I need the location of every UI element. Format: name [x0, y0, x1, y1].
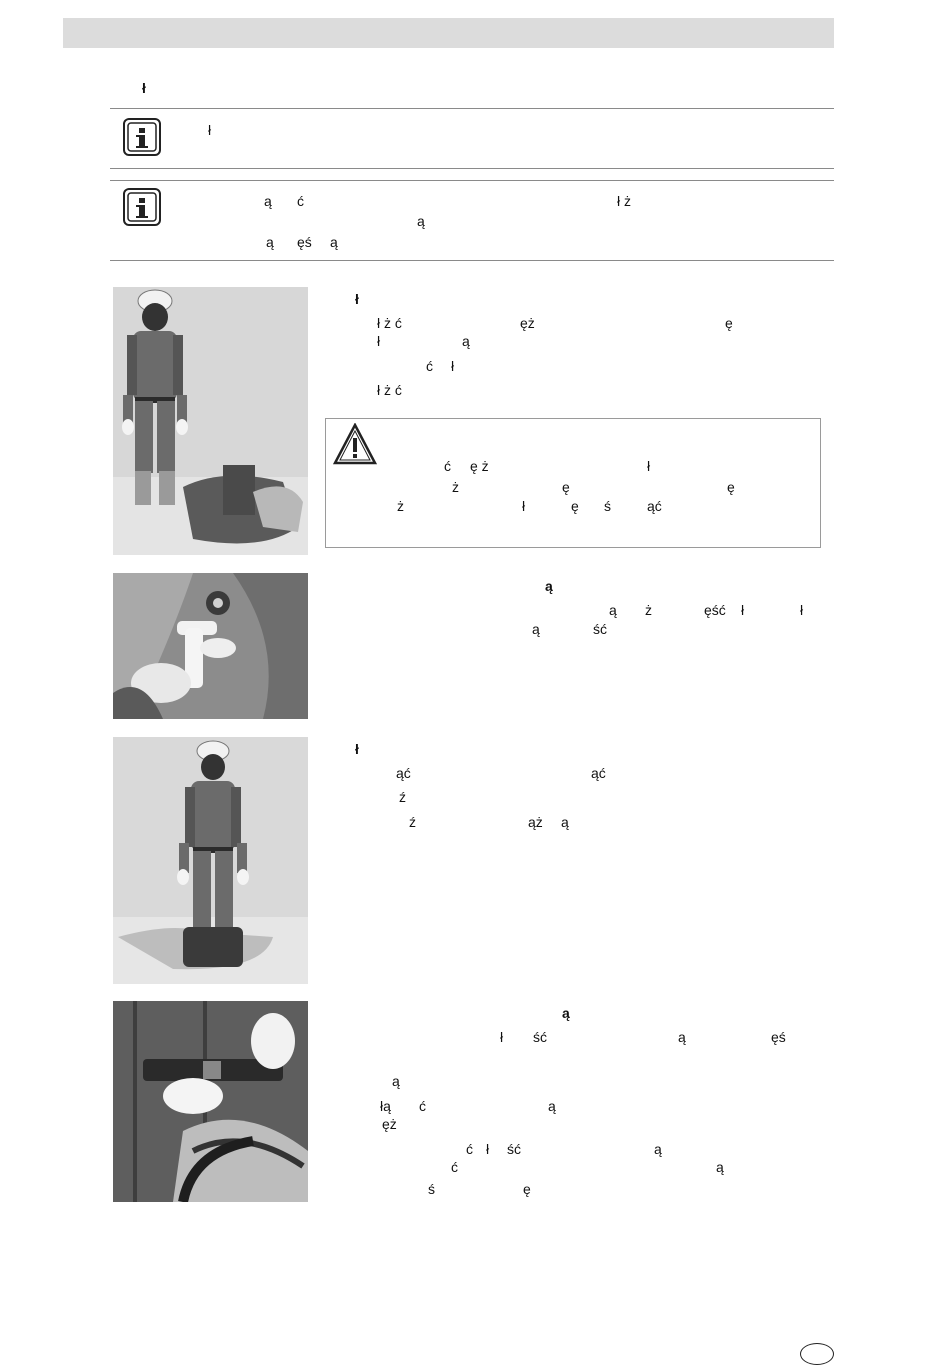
step-1-text: ł [377, 333, 381, 349]
step-3-text: ź [409, 814, 416, 830]
step-4-heading: ą [562, 1005, 570, 1021]
info-icon [123, 118, 161, 156]
photo-person-with-equipment [113, 287, 308, 555]
note-2-text: ą [330, 234, 338, 250]
photo-hands-zipper [113, 573, 308, 719]
language-oval [800, 1343, 834, 1365]
step-3-text: ąż [528, 814, 543, 830]
step-4-text: ą [654, 1141, 662, 1157]
step-3-heading: ł [355, 741, 359, 757]
step-1-text: ę [725, 315, 733, 331]
warning-text: ę [727, 479, 735, 495]
step-1-text: ęż [520, 315, 535, 331]
step-4-text: ć [466, 1141, 473, 1157]
info-icon [123, 188, 161, 226]
photo-hands-belt [113, 1001, 308, 1202]
step-4-text: ęś [771, 1029, 786, 1045]
step-1-text: ą [462, 333, 470, 349]
note-2-text: ęś [297, 234, 312, 250]
step-1-text: ł ż ć [377, 382, 402, 398]
warning-triangle-icon [333, 423, 377, 465]
step-2-text: ł [800, 602, 804, 618]
note-2-text: ą [266, 234, 274, 250]
note-2-text: ą [417, 213, 425, 229]
step-2-text: ęść [704, 602, 726, 618]
step-1-text: ć [426, 358, 433, 374]
step-3-text: ąć [396, 765, 411, 781]
step-3-text: ź [399, 789, 406, 805]
warning-text: ę [562, 479, 570, 495]
section-heading: ł [142, 80, 146, 96]
warning-text: ć [444, 458, 451, 474]
step-3-text: ą [561, 814, 569, 830]
step-4-text: ęż [382, 1116, 397, 1132]
warning-text: ł [647, 458, 651, 474]
warning-text: ś [604, 498, 611, 514]
step-1-heading: ł [355, 291, 359, 307]
divider [110, 168, 834, 169]
step-2-text: ą [532, 621, 540, 637]
step-2-text: ść [593, 621, 607, 637]
note-2-text: ą [264, 193, 272, 209]
divider [110, 108, 834, 109]
step-4-text: ę [523, 1181, 531, 1197]
header-bar [63, 18, 834, 48]
step-4-text: ś [428, 1181, 435, 1197]
step-1-text: ł [451, 358, 455, 374]
warning-text: ąć [647, 498, 662, 514]
note-2-text: ł ż [617, 193, 631, 209]
warning-text: ż [397, 498, 404, 514]
step-4-text: ść [533, 1029, 547, 1045]
step-2-text: ą [609, 602, 617, 618]
note-1-text: ł [208, 122, 212, 138]
step-4-text: ą [716, 1159, 724, 1175]
step-4-text: ą [392, 1073, 400, 1089]
step-3-text: ąć [591, 765, 606, 781]
warning-text: ż [452, 479, 459, 495]
step-4-text: ć [419, 1098, 426, 1114]
step-2-text: ż [645, 602, 652, 618]
step-2-heading: ą [545, 578, 553, 594]
step-2-text: ł [741, 602, 745, 618]
step-4-text: łą [380, 1098, 391, 1114]
note-2-text: ć [297, 193, 304, 209]
warning-text: ł [522, 498, 526, 514]
step-4-text: ą [678, 1029, 686, 1045]
warning-text: ę ż [470, 458, 489, 474]
step-4-text: ą [548, 1098, 556, 1114]
step-4-text: ł [500, 1029, 504, 1045]
step-4-text: ł [486, 1141, 490, 1157]
warning-box [325, 418, 821, 548]
divider [110, 180, 834, 181]
step-4-text: ść [507, 1141, 521, 1157]
divider [110, 260, 834, 261]
photo-person-stepping-in [113, 737, 308, 984]
warning-text: ę [571, 498, 579, 514]
step-4-text: ć [451, 1159, 458, 1175]
step-1-text: ł ż ć [377, 315, 402, 331]
